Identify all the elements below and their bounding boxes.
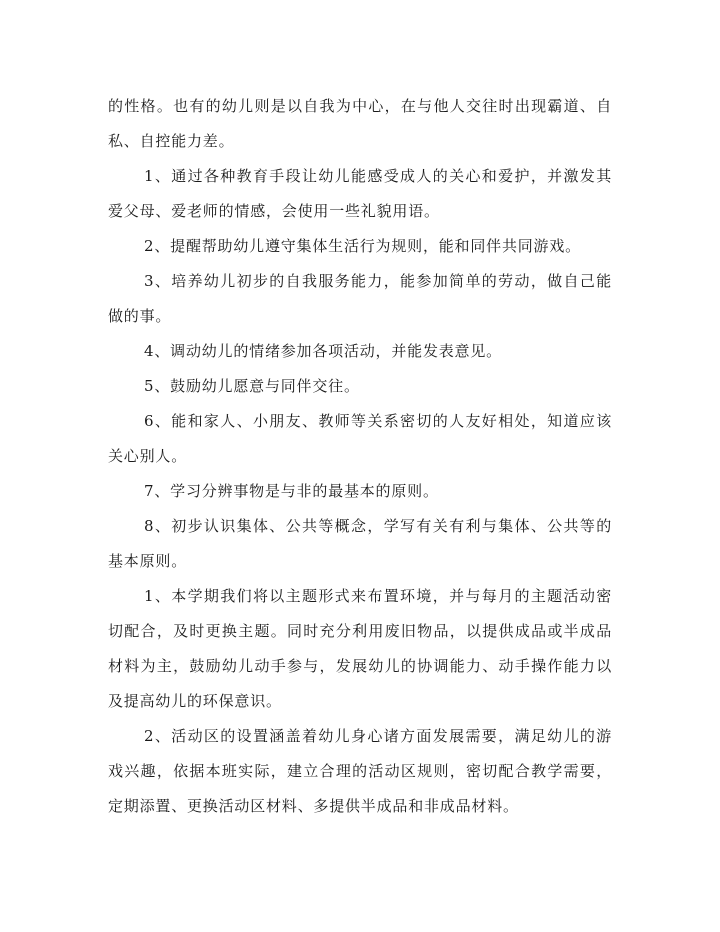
paragraph-item-8: 8、初步认识集体、公共等概念，学写有关有利与集体、公共等的基本原则。 — [108, 517, 612, 570]
paragraph-item-1: 1、通过各种教育手段让幼儿能感受成人的关心和爱护，并激发其爱父母、爱老师的情感，会使用一些礼貌用语。 — [108, 167, 612, 220]
paragraph-continuation: 的性格。也有的幼儿则是以自我为中心，在与他人交往时出现霸道、自私、自控能力差。 — [108, 97, 612, 150]
paragraph-item-6: 6、能和家人、小朋友、教师等关系密切的人友好相处，知道应该关心别人。 — [108, 412, 612, 465]
paragraph-item-5: 5、鼓励幼儿愿意与同伴交往。 — [144, 377, 360, 395]
paragraph-item-7: 7、学习分辨事物是与非的最基本的原则。 — [144, 482, 439, 500]
document-body — [108, 89, 612, 824]
paragraph-item-2: 2、提醒帮助幼儿遵守集体生活行为规则，能和同伴共同游戏。 — [144, 237, 581, 255]
paragraph-environment-2: 2、活动区的设置涵盖着幼儿身心诸方面发展需要，满足幼儿的游戏兴趣，依据本班实际，建立合理的活动区规则，密切配合教学需要，定期添置、更换活动区材料、多提供半成品和非成品材料。 — [108, 727, 612, 815]
paragraph-item-4: 4、调动幼儿的情绪参加各项活动，并能发表意见。 — [144, 342, 502, 360]
paragraph-item-3: 3、培养幼儿初步的自我服务能力，能参加简单的劳动，做自己能做的事。 — [108, 272, 612, 325]
paragraph-environment-1: 1、本学期我们将以主题形式来布置环境，并与每月的主题活动密切配合，及时更换主题。同时充分利用废旧物品，以提供成品或半成品材料为主，鼓励幼儿动手参与，发展幼儿的协调能力、动手操作能力以及提高幼儿的环保意识。 — [108, 587, 612, 710]
